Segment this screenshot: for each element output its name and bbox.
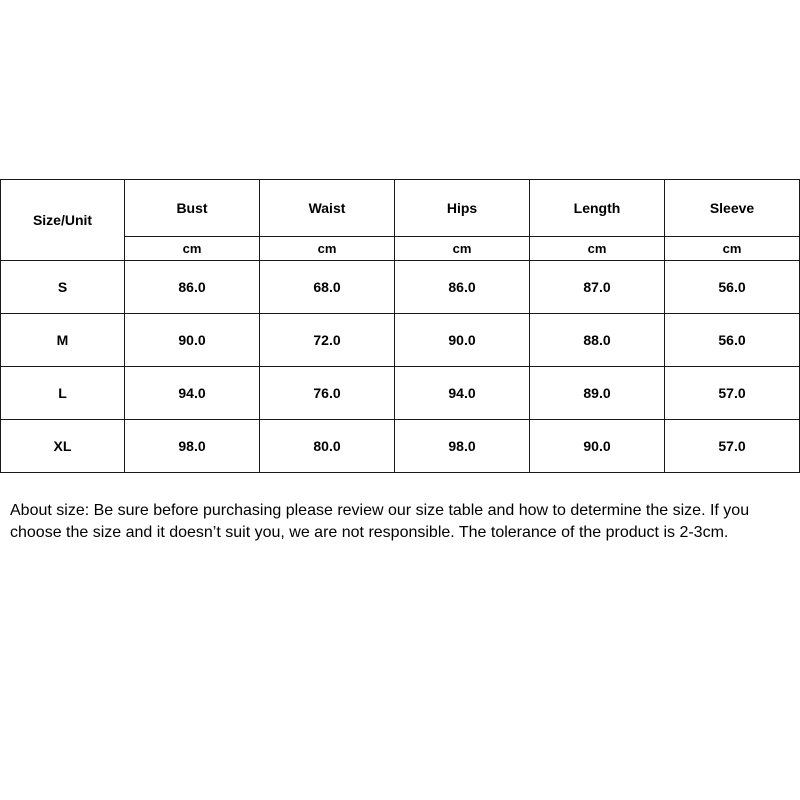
size-label: M (1, 314, 125, 367)
column-header-length: Length (530, 180, 665, 237)
unit-cell: cm (125, 237, 260, 261)
table-cell: 76.0 (260, 367, 395, 420)
table-row-l (1, 367, 800, 420)
table-row-m (1, 314, 800, 367)
table-cell: 98.0 (395, 420, 530, 473)
column-header-bust: Bust (125, 180, 260, 237)
table-cell: 98.0 (125, 420, 260, 473)
column-header-hips: Hips (395, 180, 530, 237)
unit-cell: cm (530, 237, 665, 261)
table-cell: 57.0 (665, 367, 800, 420)
table-cell: 94.0 (125, 367, 260, 420)
unit-cell: cm (260, 237, 395, 261)
table-cell: 57.0 (665, 420, 800, 473)
table-cell: 68.0 (260, 261, 395, 314)
header-row (1, 180, 800, 237)
table-cell: 56.0 (665, 261, 800, 314)
table-cell: 89.0 (530, 367, 665, 420)
table-cell: 90.0 (125, 314, 260, 367)
size-chart-table (0, 179, 800, 473)
corner-label: Size/Unit (1, 180, 125, 261)
table-cell: 87.0 (530, 261, 665, 314)
size-label: S (1, 261, 125, 314)
table-cell: 72.0 (260, 314, 395, 367)
table-cell: 90.0 (530, 420, 665, 473)
unit-cell: cm (395, 237, 530, 261)
table-cell: 80.0 (260, 420, 395, 473)
size-note: About size: Be sure before purchasing please review our size table and how to determine the size. If you choose the size and it doesn’t suit you, we are not responsible. The tolerance of the product is 2-3cm. (10, 502, 750, 541)
table-row-s (1, 261, 800, 314)
size-label: L (1, 367, 125, 420)
table-row-xl (1, 420, 800, 473)
column-header-sleeve: Sleeve (665, 180, 800, 237)
table-cell: 88.0 (530, 314, 665, 367)
table-cell: 94.0 (395, 367, 530, 420)
table-cell: 56.0 (665, 314, 800, 367)
table-cell: 90.0 (395, 314, 530, 367)
size-label: XL (1, 420, 125, 473)
table-cell: 86.0 (395, 261, 530, 314)
unit-cell: cm (665, 237, 800, 261)
column-header-waist: Waist (260, 180, 395, 237)
table-cell: 86.0 (125, 261, 260, 314)
